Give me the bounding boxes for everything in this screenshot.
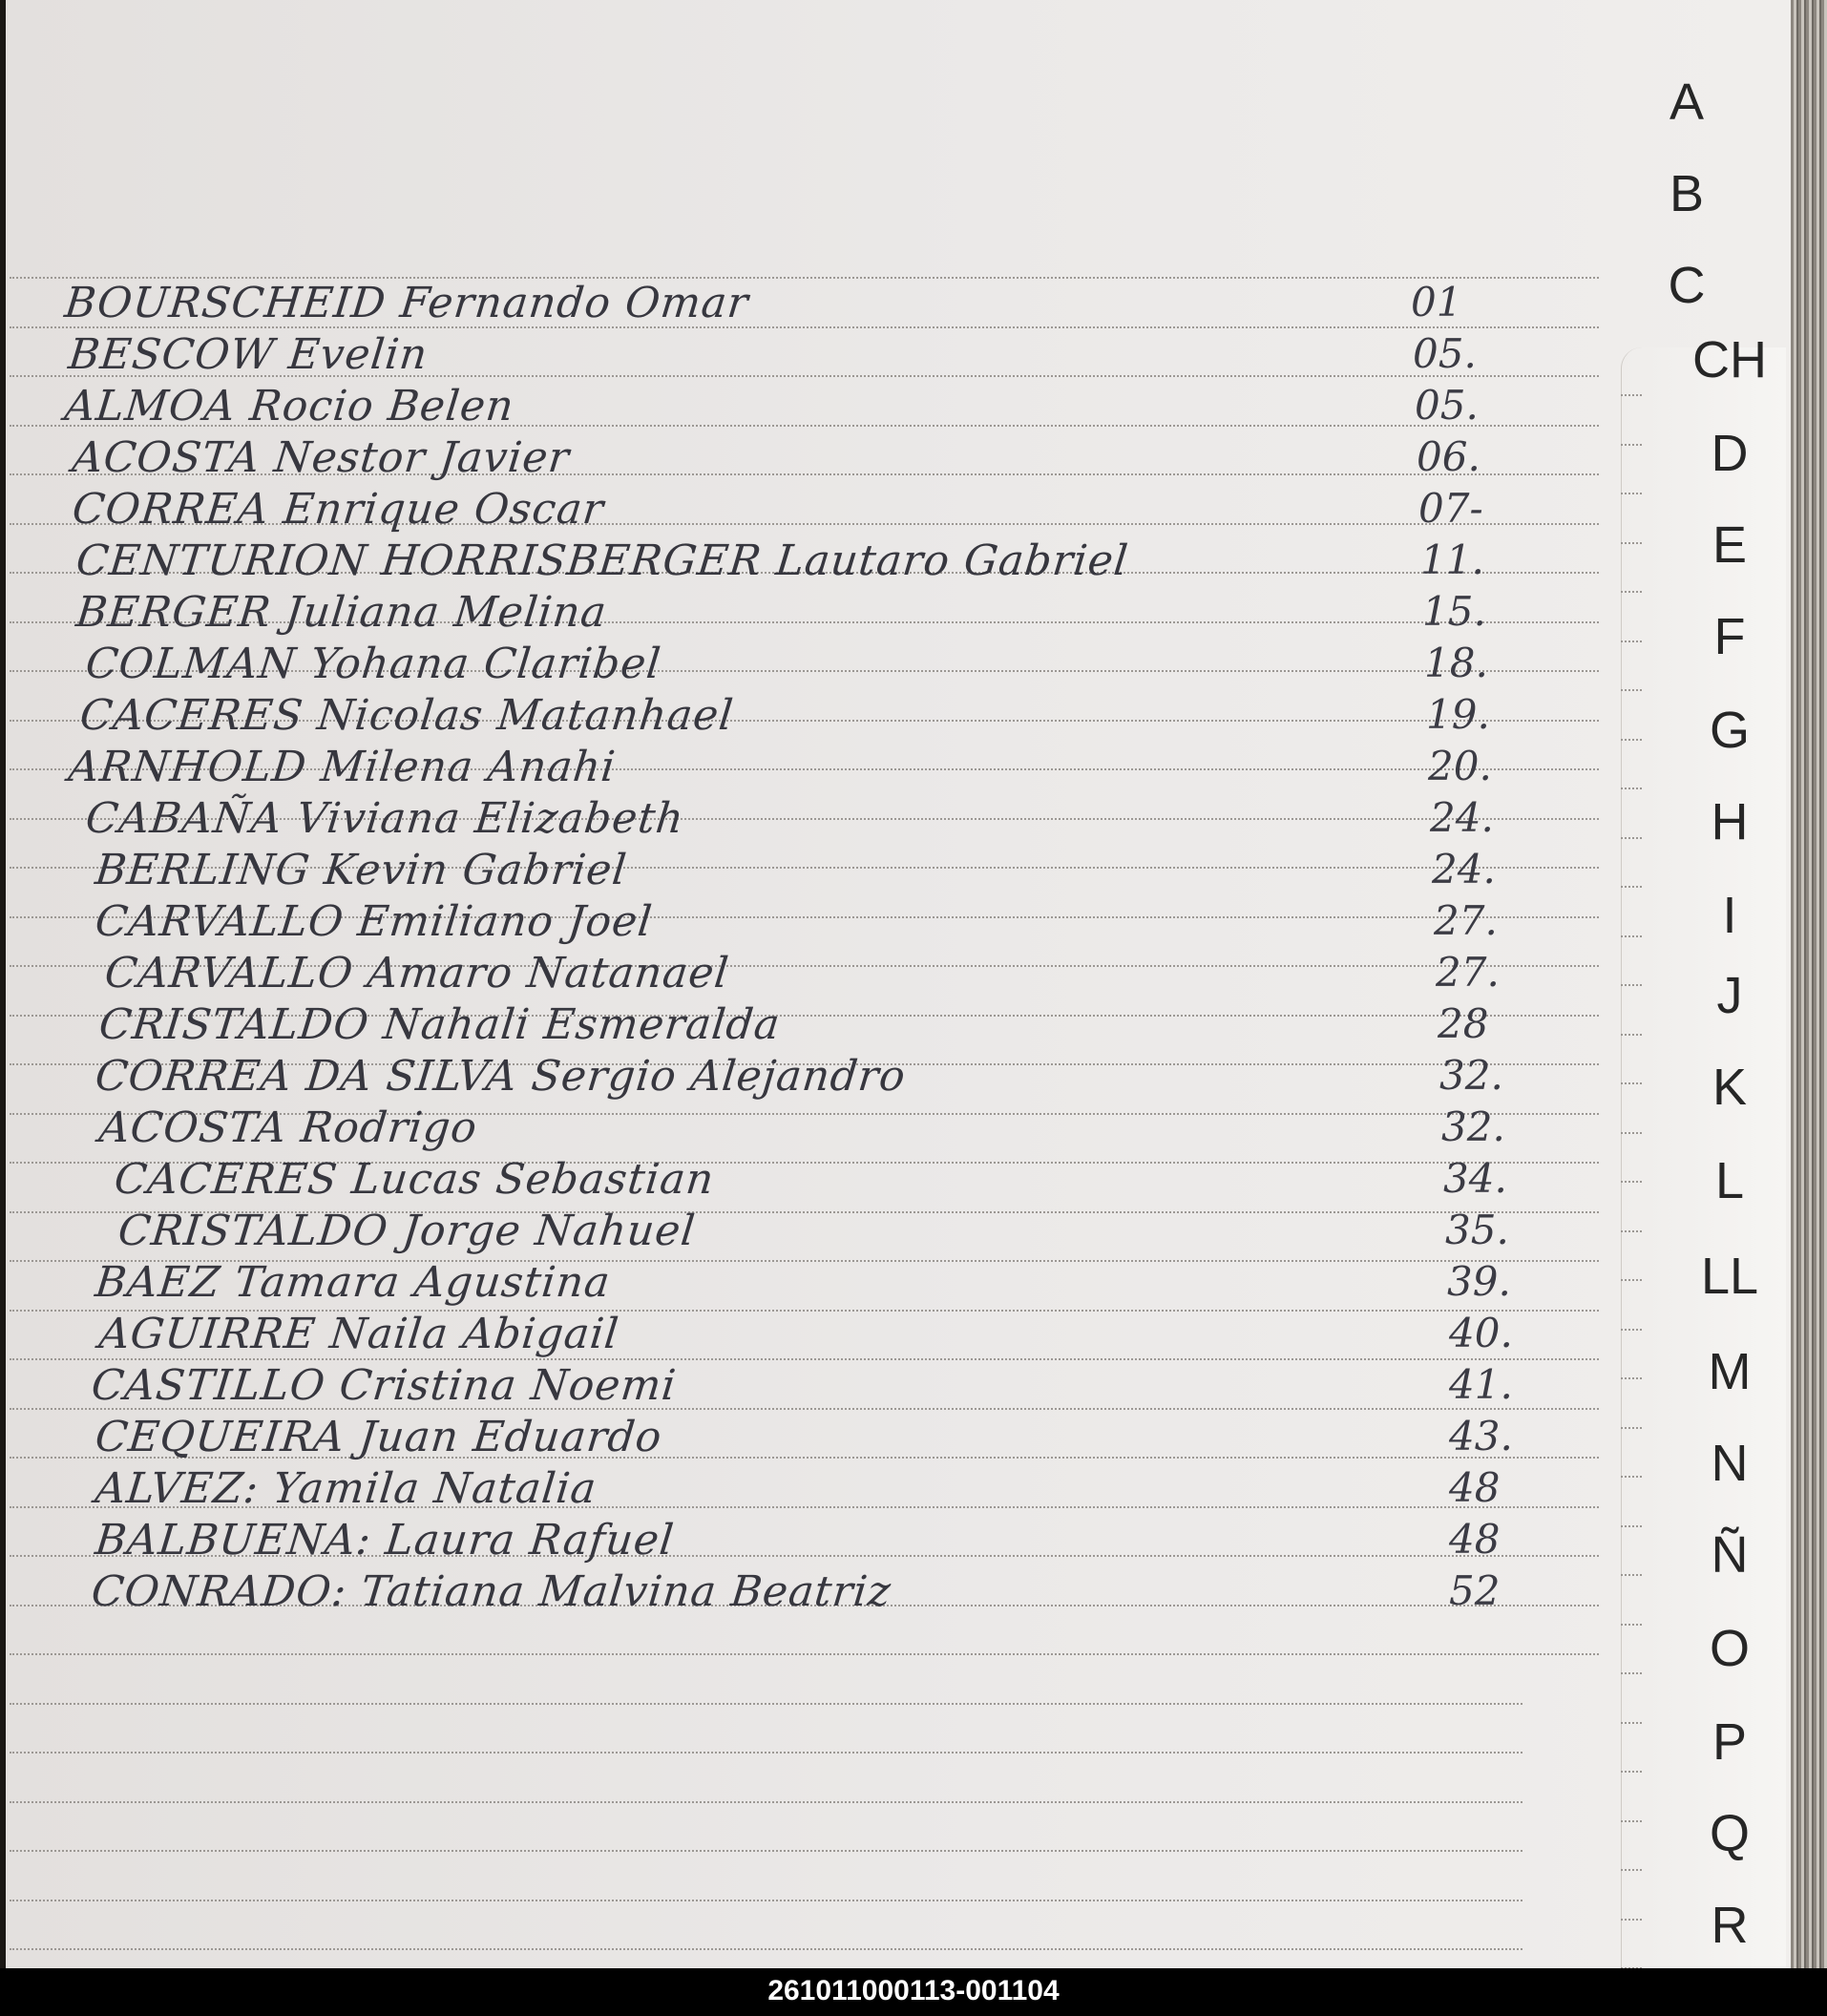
list-item (0, 897, 1623, 945)
entry-name: BALBUENA: Laura Rafuel (93, 1516, 677, 1564)
entry-page-number: 27. (1436, 949, 1500, 996)
entry-name: ALMOA Rocio Belen (62, 382, 517, 430)
index-tab-c[interactable]: C (1668, 257, 1706, 314)
entry-page-number: 32. (1439, 1052, 1503, 1099)
ruled-line (1621, 591, 1642, 593)
list-item (0, 330, 1623, 378)
list-item (0, 949, 1623, 997)
entry-name: ACOSTA Rodrigo (96, 1103, 480, 1152)
index-tab-m[interactable]: M (1708, 1343, 1752, 1400)
entry-page-number: 28 (1438, 1000, 1489, 1047)
ruled-line (1621, 1082, 1642, 1084)
entry-page-number: 52 (1449, 1567, 1501, 1614)
entry-page-number: 18. (1424, 640, 1488, 686)
page-edges (1791, 0, 1827, 1968)
ruled-line (1621, 493, 1642, 494)
list-item (0, 1516, 1623, 1564)
entry-name: BERGER Juliana Melina (74, 588, 610, 637)
entry-name: CACERES Lucas Sebastian (112, 1155, 717, 1204)
list-item (0, 1207, 1623, 1254)
ruled-line (1621, 1771, 1642, 1773)
ruled-line (1621, 542, 1642, 544)
list-item (0, 1310, 1623, 1357)
ruled-line (1621, 1230, 1642, 1232)
entry-name: CORREA DA SILVA Sergio Alejandro (93, 1052, 909, 1101)
list-item (0, 1567, 1623, 1615)
ruled-line (1621, 1034, 1642, 1036)
ruled-line (1621, 1377, 1642, 1379)
entry-page-number: 05. (1415, 382, 1479, 429)
entry-page-number: 24. (1430, 794, 1494, 841)
list-item (0, 1155, 1623, 1203)
entry-page-number: 27. (1434, 897, 1498, 944)
index-tab-k[interactable]: K (1712, 1059, 1748, 1116)
entry-name: CEQUEIRA Juan Eduardo (93, 1413, 665, 1461)
entry-name: BERLING Kevin Gabriel (93, 846, 630, 894)
entry-page-number: 11. (1420, 536, 1484, 583)
list-item (0, 846, 1623, 893)
ruled-line (1621, 1427, 1642, 1429)
entry-name: ACOSTA Nestor Javier (70, 433, 573, 482)
ruled-line (1621, 394, 1642, 396)
ruled-line (1621, 1279, 1642, 1281)
index-tab-d[interactable]: D (1711, 425, 1749, 482)
entry-name: CARVALLO Emiliano Joel (93, 897, 656, 946)
ruled-line (1621, 1476, 1642, 1478)
list-item (0, 1361, 1623, 1409)
ruled-line (1621, 1869, 1642, 1871)
ruled-line (1621, 935, 1642, 937)
ruled-line (1621, 1525, 1642, 1527)
index-tab-l[interactable]: L (1714, 1152, 1745, 1209)
ruled-line (1621, 739, 1642, 741)
entry-name: CASTILLO Cristina Noemi (89, 1361, 679, 1410)
list-item (0, 1464, 1623, 1512)
entry-page-number: 48 (1449, 1516, 1501, 1563)
list-item (0, 536, 1623, 584)
list-item (0, 1052, 1623, 1100)
ruled-line (1621, 1181, 1642, 1183)
index-tab-e[interactable]: E (1712, 516, 1748, 574)
document-code: 261011000113-001104 (767, 1975, 1060, 2006)
ruled-line (1621, 444, 1642, 446)
ruled-line (1621, 984, 1642, 986)
entry-page-number: 07- (1418, 485, 1483, 532)
ruled-line (1621, 1722, 1642, 1724)
index-tab-n[interactable]: N (1711, 1435, 1749, 1492)
ruled-line (1621, 1329, 1642, 1331)
index-tab-j[interactable]: J (1716, 967, 1743, 1024)
list-item (0, 1103, 1623, 1151)
ruled-line (1621, 837, 1642, 839)
index-tab-i[interactable]: I (1722, 887, 1737, 944)
entry-page-number: 48 (1449, 1464, 1501, 1511)
entry-page-number: 35. (1445, 1207, 1509, 1253)
index-tab-r[interactable]: R (1711, 1897, 1749, 1954)
entry-name: CONRADO: Tatiana Malvina Beatriz (89, 1567, 894, 1616)
ruled-line (1621, 689, 1642, 691)
ruled-line (1621, 886, 1642, 888)
list-item (0, 1258, 1623, 1306)
entry-name: BAEZ Tamara Agustina (93, 1258, 614, 1307)
entry-name: CRISTALDO Jorge Nahuel (116, 1207, 699, 1255)
entry-page-number: 41. (1449, 1361, 1513, 1408)
entry-name: CARVALLO Amaro Natanael (102, 949, 732, 998)
entry-name: CABAÑA Viviana Elizabeth (83, 794, 687, 843)
list-item (0, 1413, 1623, 1460)
entry-name: CRISTALDO Nahali Esmeralda (96, 1000, 783, 1049)
entry-page-number: 15. (1422, 588, 1486, 635)
index-tab-f[interactable]: F (1713, 608, 1746, 665)
list-item (0, 1000, 1623, 1048)
entry-name: COLMAN Yohana Claribel (83, 640, 664, 688)
list-item (0, 382, 1623, 430)
entry-page-number: 32. (1441, 1103, 1505, 1150)
entry-name: BESCOW Evelin (66, 330, 430, 379)
list-item (0, 691, 1623, 739)
list-item (0, 433, 1623, 481)
ruled-line (1621, 1672, 1642, 1674)
index-tab-ñ[interactable]: Ñ (1711, 1526, 1749, 1584)
entry-page-number: 19. (1426, 691, 1490, 738)
list-item (0, 588, 1623, 636)
ruled-line (1621, 1820, 1642, 1822)
index-tab-p[interactable]: P (1712, 1713, 1748, 1771)
index-tab-b[interactable]: B (1669, 165, 1705, 222)
list-item (0, 743, 1623, 790)
entry-page-number: 39. (1447, 1258, 1511, 1305)
list-item (0, 794, 1623, 842)
index-tab-g[interactable]: G (1709, 702, 1750, 759)
list-item (0, 640, 1623, 687)
entry-name: ARNHOLD Milena Anahi (66, 743, 619, 791)
entry-page-number: 05. (1413, 330, 1477, 377)
ruled-line (1621, 640, 1642, 642)
entry-page-number: 01 (1411, 279, 1462, 326)
entry-name: AGUIRRE Naila Abigail (96, 1310, 622, 1358)
ruled-line (1621, 1919, 1642, 1921)
index-tab-q[interactable]: Q (1709, 1805, 1750, 1862)
index-tab-ch[interactable]: CH (1692, 331, 1767, 388)
ruled-line (1621, 1574, 1642, 1576)
entry-page-number: 43. (1449, 1413, 1513, 1460)
index-tab-o[interactable]: O (1709, 1620, 1750, 1677)
entry-page-number: 40. (1449, 1310, 1513, 1356)
index-tab-ll[interactable]: LL (1700, 1248, 1759, 1305)
entry-page-number: 20. (1428, 743, 1492, 789)
entry-name: CENTURION HORRISBERGER Lautaro Gabriel (74, 536, 1131, 585)
ruled-line (1621, 788, 1642, 789)
entry-name: BOURSCHEID Fernando Omar (62, 279, 751, 327)
index-tab-a[interactable]: A (1669, 74, 1705, 131)
ruled-line (1621, 1132, 1642, 1134)
list-item (0, 485, 1623, 533)
list-item (0, 279, 1623, 326)
index-tab-h[interactable]: H (1711, 793, 1749, 850)
entry-page-number: 24. (1432, 846, 1496, 892)
entry-page-number: 06. (1417, 433, 1480, 480)
entry-name: ALVEZ: Yamila Natalia (93, 1464, 599, 1513)
entry-page-number: 34. (1443, 1155, 1507, 1202)
entry-name: CACERES Nicolas Matanhael (77, 691, 737, 740)
ruled-line (1621, 1624, 1642, 1626)
entry-name: CORREA Enrique Oscar (70, 485, 607, 534)
